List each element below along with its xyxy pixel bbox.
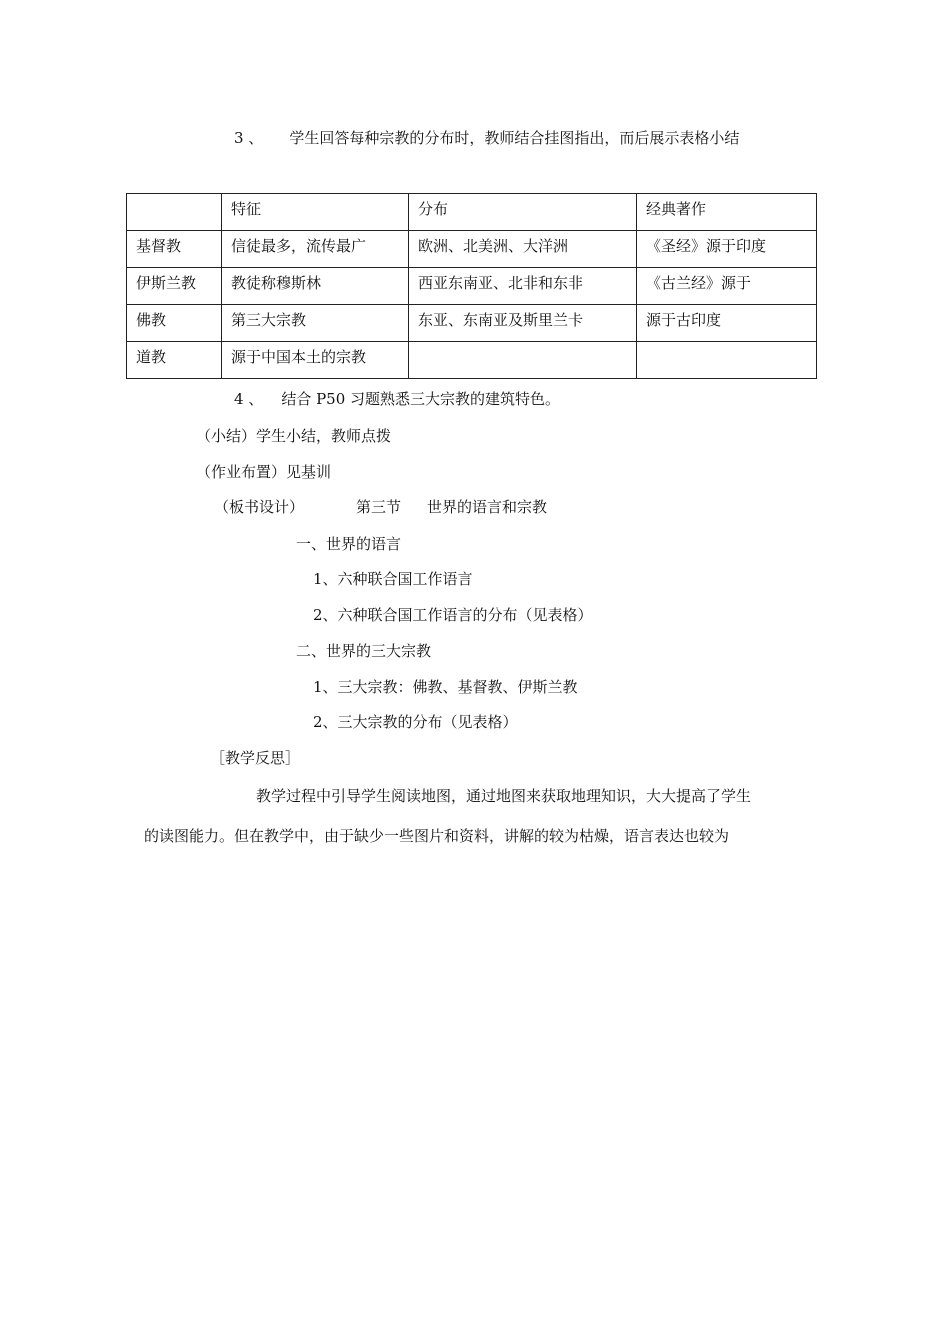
step-3-number: 3 、 [234, 129, 264, 147]
header-cell-distribution: 分布 [409, 194, 637, 231]
table-cell: 教徒称穆斯林 [222, 268, 409, 305]
step-4-text: 结合 P50 习题熟悉三大宗教的建筑特色。 [281, 390, 561, 408]
header-cell-classics: 经典著作 [637, 194, 817, 231]
table-header-row [127, 194, 817, 231]
step-3-text: 学生回答每种宗教的分布时，教师结合挂图指出，而后展示表格小结 [289, 129, 740, 147]
board-heading-languages: 一、世界的语言 [296, 535, 402, 553]
table-cell: 源于中国本土的宗教 [222, 342, 409, 379]
board-title: 世界的语言和宗教 [427, 498, 548, 516]
reflection-paragraph-line-1: 教学过程中引导学生阅读地图，通过地图来获取地理知识，大大提高了学生 [256, 787, 752, 805]
step-4-line [234, 389, 560, 409]
reflection-heading: ［教学反思］ [210, 749, 301, 767]
step-3-line [234, 128, 739, 148]
table-cell: 西亚东南亚、北非和东非 [409, 268, 637, 305]
table-cell: 源于古印度 [637, 305, 817, 342]
board-item: 1、三大宗教：佛教、基督教、伊斯兰教 [313, 678, 578, 696]
table-cell: 基督教 [127, 231, 222, 268]
table-cell: 《古兰经》源于 [637, 268, 817, 305]
table-cell: 伊斯兰教 [127, 268, 222, 305]
header-cell-features: 特征 [222, 194, 409, 231]
table-cell: 信徒最多，流传最广 [222, 231, 409, 268]
table-cell: 《圣经》源于印度 [637, 231, 817, 268]
table-row [127, 268, 817, 305]
board-item: 2、六种联合国工作语言的分布（见表格） [313, 606, 593, 624]
reflection-paragraph-line-2: 的读图能力。但在教学中，由于缺少一些图片和资料，讲解的较为枯燥，语言表达也较为 [144, 827, 730, 845]
board-heading-religions: 二、世界的三大宗教 [296, 642, 432, 660]
board-item: 2、三大宗教的分布（见表格） [313, 713, 518, 731]
summary-line: （小结）学生小结，教师点拨 [196, 427, 392, 445]
table-row [127, 342, 817, 379]
table-cell: 道教 [127, 342, 222, 379]
homework-line: （作业布置）见基训 [196, 463, 332, 481]
table-cell: 第三大宗教 [222, 305, 409, 342]
table-cell: 佛教 [127, 305, 222, 342]
religion-summary-table [126, 193, 817, 379]
board-section: 第三节 [356, 498, 402, 516]
table-row [127, 231, 817, 268]
table-cell: 欧洲、北美洲、大洋洲 [409, 231, 637, 268]
board-design-line [214, 497, 547, 517]
step-4-number: 4 、 [234, 390, 264, 408]
table-row [127, 305, 817, 342]
table-cell: 东亚、东南亚及斯里兰卡 [409, 305, 637, 342]
table-cell [409, 342, 637, 379]
header-cell-empty [127, 194, 222, 231]
table-cell [637, 342, 817, 379]
board-item: 1、六种联合国工作语言 [313, 570, 473, 588]
board-design-label: （板书设计） [214, 498, 305, 516]
